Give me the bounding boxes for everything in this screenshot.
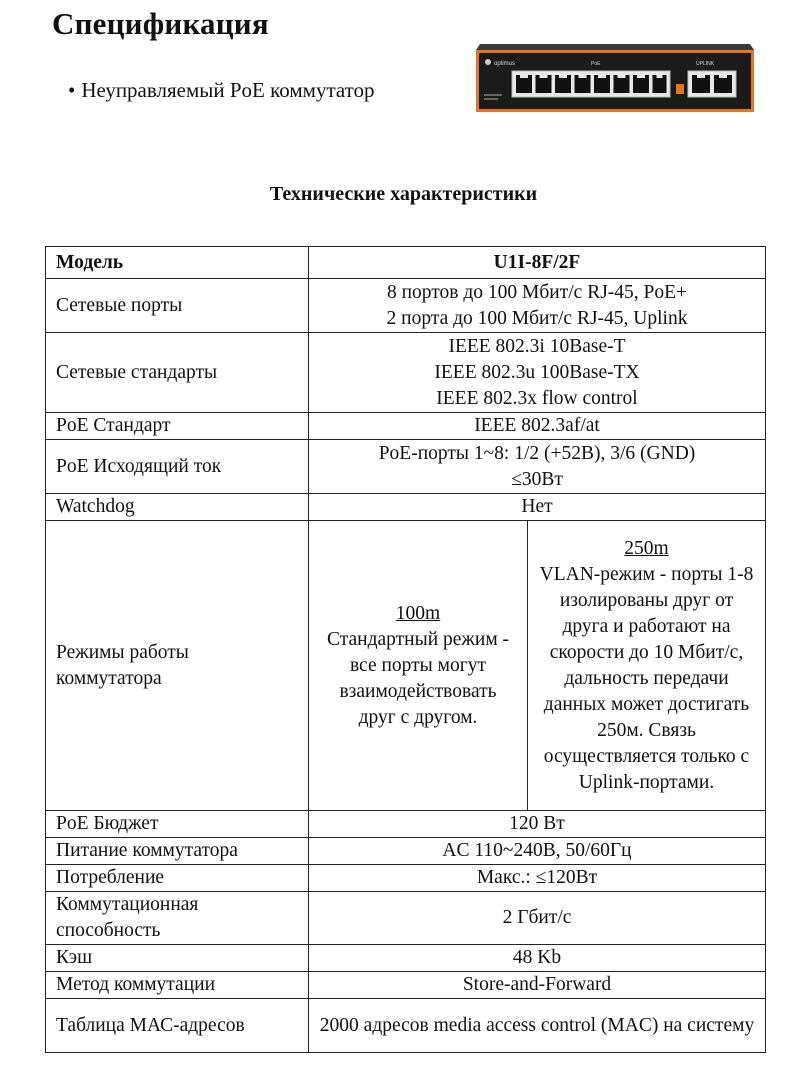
watchdog-value: Нет <box>309 494 766 521</box>
method-value: Store-and-Forward <box>309 972 766 999</box>
switch-orange-trim-bottom <box>476 109 754 112</box>
table-row <box>46 413 766 440</box>
cache-label: Кэш <box>46 945 309 972</box>
brand-logo-icon <box>485 59 491 65</box>
table-row <box>46 838 766 865</box>
ports-line: 2 порта до 100 Мбит/с RJ-45, Uplink <box>386 307 688 329</box>
standard-line: IEEE 802.3x flow control <box>436 387 638 409</box>
budget-value: 120 Вт <box>309 811 766 838</box>
power-value: AC 110~240В, 50/60Гц <box>309 838 766 865</box>
poe-standard-value: IEEE 802.3af/at <box>309 413 766 440</box>
consumption-value: Макс.: ≤120Вт <box>309 865 766 892</box>
cache-value: 48 Kb <box>309 945 766 972</box>
mode-100m-cell <box>309 521 528 811</box>
power-label: Питание коммутатора <box>46 838 309 865</box>
mode-250m-text: VLAN-режим - порты 1-8 изолированы друг от друга и работают на скорости до 10 Мбит/с, дальность передачи данных может достигать 250м. Связь осуществляется только с Uplink-портами. <box>539 563 754 793</box>
standards-label: Сетевые стандарты <box>46 333 309 413</box>
model-label: Модель <box>46 247 309 279</box>
table-row <box>46 865 766 892</box>
table-row <box>46 892 766 945</box>
poe-switch-image <box>474 38 756 116</box>
poe-current-value <box>309 440 766 494</box>
product-type-text: Неуправляемый PoE коммутатор <box>81 78 375 102</box>
standard-line: IEEE 802.3u 100Base-TX <box>434 361 640 383</box>
table-row <box>46 440 766 494</box>
watchdog-label: Watchdog <box>46 494 309 521</box>
ports-line: 8 портов до 100 Мбит/с RJ-45, PoE+ <box>386 281 688 303</box>
switch-orange-trim-top <box>476 50 754 53</box>
mode-250m-cell <box>528 521 766 811</box>
modes-label: Режимы работы коммутатора <box>46 521 309 811</box>
table-row <box>46 247 766 279</box>
mode-250m-title: 250m <box>624 537 669 559</box>
standards-value <box>309 333 766 413</box>
table-row <box>46 279 766 333</box>
bullet-icon: • <box>68 78 76 102</box>
table-row <box>46 972 766 999</box>
table-row <box>46 494 766 521</box>
budget-label: PoE Бюджет <box>46 811 309 838</box>
model-value: U1I-8F/2F <box>309 247 766 279</box>
table-row <box>46 811 766 838</box>
poe-standard-label: PoE Стандарт <box>46 413 309 440</box>
ports-value <box>309 279 766 333</box>
section-title: Технические характеристики <box>269 183 538 205</box>
capacity-value: 2 Гбит/с <box>309 892 766 945</box>
page-title: Спецификация <box>52 6 269 41</box>
table-row <box>46 999 766 1053</box>
mode-switch-icon <box>676 84 684 94</box>
capacity-label: Коммутационная способность <box>46 892 309 945</box>
poe-label: PoE <box>591 61 601 67</box>
method-label: Метод коммутации <box>46 972 309 999</box>
table-row <box>46 521 766 811</box>
consumption-label: Потребление <box>46 865 309 892</box>
poe-current-line: ≤30Вт <box>511 468 563 490</box>
mode-100m-text: Стандартный режим - все порты могут взаимодействовать друг с другом. <box>326 628 510 728</box>
switch-top-face <box>476 44 754 50</box>
ports-label: Сетевые порты <box>46 279 309 333</box>
mac-value: 2000 адресов media access control (MAC) на систему <box>309 999 766 1053</box>
poe-current-line: PoE-порты 1~8: 1/2 (+52В), 3/6 (GND) <box>378 442 696 464</box>
mode-100m-title: 100m <box>395 602 441 624</box>
product-type-bullet <box>68 78 375 103</box>
spec-table <box>45 246 766 1053</box>
table-row <box>46 945 766 972</box>
standard-line: IEEE 802.3i 10Base-T <box>448 335 626 357</box>
brand-label: optimus <box>494 61 516 67</box>
table-row <box>46 333 766 413</box>
mac-label: Таблица МАС-адресов <box>46 999 309 1053</box>
uplink-label: UPLINK <box>696 61 715 67</box>
poe-current-label: PoE Исходящий ток <box>46 440 309 494</box>
